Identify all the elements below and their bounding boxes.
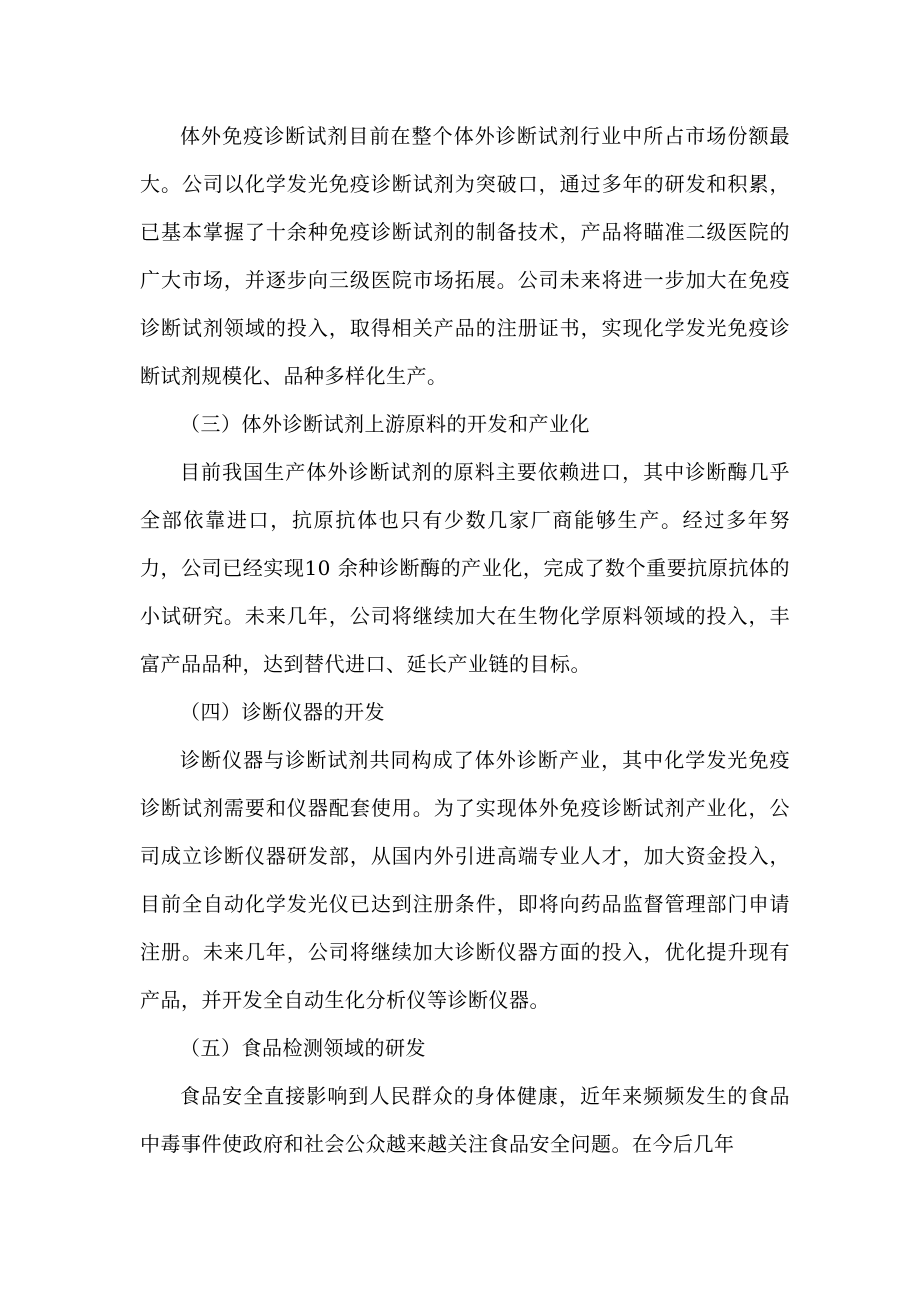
section-heading-3: （三）体外诊断试剂上游原料的开发和产业化 xyxy=(180,412,590,436)
paragraph-food-testing: 食品安全直接影响到人民群众的身体健康，近年来频频发生的食品中毒事件使政府和社会公众越来越关注食品安全问题。在今后几年 xyxy=(140,1084,790,1156)
document-body xyxy=(140,112,790,1168)
paragraph-diagnostic-instruments: 诊断仪器与诊断试剂共同构成了体外诊断产业，其中化学发光免疫诊断试剂需要和仪器配套使用。为了实现体外免疫诊断试剂产业化，公司成立诊断仪器研发部，从国内外引进高端专业人才，加大资金投入，目前全自动化学发光仪已达到注册条件，即将向药品监督管理部门申请注册。未来几年，公司将继续加大诊断仪器方面的投入，优化提升现有产品，并开发全自动生化分析仪等诊断仪器。 xyxy=(140,748,790,1012)
section-heading-5: （五）食品检测领域的研发 xyxy=(180,1036,426,1060)
paragraph-immunoassay-reagents: 体外免疫诊断试剂目前在整个体外诊断试剂行业中所占市场份额最大。公司以化学发光免疫诊断试剂为突破口，通过多年的研发和积累，已基本掌握了十余种免疫诊断试剂的制备技术，产品将瞄准二级医院的广大市场，并逐步向三级医院市场拓展。公司未来将进一步加大在免疫诊断试剂领域的投入，取得相关产品的注册证书，实现化学发光免疫诊断试剂规模化、品种多样化生产。 xyxy=(140,124,790,388)
paragraph-raw-materials: 目前我国生产体外诊断试剂的原料主要依赖进口，其中诊断酶几乎全部依靠进口，抗原抗体也只有少数几家厂商能够生产。经过多年努力，公司已经实现10 余种诊断酶的产业化，完成了数个重要抗原抗体的小试研究。未来几年，公司将继续加大在生物化学原料领域的投入，丰富产品品种，达到替代进口、延长产业链的目标。 xyxy=(140,460,790,676)
section-heading-4: （四）诊断仪器的开发 xyxy=(180,700,385,724)
